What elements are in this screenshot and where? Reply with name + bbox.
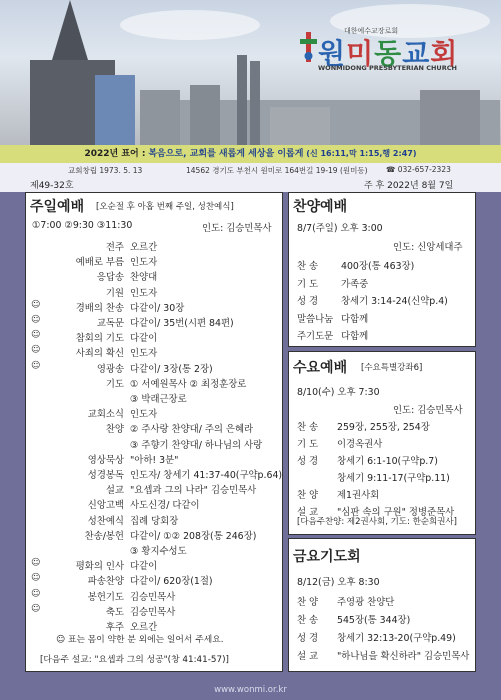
church-logo: 원미동교회 bbox=[318, 37, 459, 70]
order-label: 봉헌기도 bbox=[87, 591, 124, 603]
order-label: 성 경 bbox=[297, 456, 319, 467]
order-label: 성 경 bbox=[297, 633, 319, 644]
order-value: 다같이 bbox=[130, 561, 158, 573]
order-value: 다같이/ 35번(시편 84편) bbox=[130, 318, 234, 329]
order-label: 찬 송 bbox=[297, 615, 319, 626]
order-label: 기원 bbox=[105, 287, 124, 299]
bulletin-date: 주 후 2022년 8월 7일 bbox=[364, 181, 454, 191]
motto-year: 2022년 표어 : bbox=[84, 149, 146, 159]
order-label: 찬 양 bbox=[297, 597, 319, 608]
wednesday-next: [다음주찬양: 제2권사회, 기도: 한순희권사] bbox=[297, 517, 457, 527]
standing-icon: ☺ bbox=[31, 603, 41, 614]
order-label: 기 도 bbox=[297, 278, 319, 290]
church-info bbox=[0, 163, 501, 177]
order-value: 주영광 찬양단 bbox=[337, 597, 395, 608]
order-value: 인도자 bbox=[130, 409, 158, 421]
order-value: 제1권사회 bbox=[337, 490, 380, 501]
next-week-sermon: [다음주 설교: "요셉과 그의 성공"(창 41:41-57)] bbox=[40, 655, 229, 665]
church-address: 14562 경기도 부천시 원미로 164번길 19-19 (원미동) bbox=[186, 166, 368, 175]
order-label: 응답송 bbox=[96, 272, 124, 284]
praise-worship-title: 찬양예배 bbox=[293, 199, 348, 215]
order-value: 창세기 32:13-20(구약p.49) bbox=[337, 633, 456, 644]
order-value: "심판 속의 구원" 정병준목사 bbox=[337, 507, 455, 518]
wednesday-worship-box bbox=[288, 351, 476, 535]
issue-number: 제49-32호 bbox=[30, 181, 74, 191]
order-value: 김승민목사 bbox=[130, 591, 176, 603]
order-label: 찬 송 bbox=[297, 261, 319, 272]
header-photo bbox=[0, 0, 501, 145]
order-label: 교회소식 bbox=[87, 409, 124, 421]
order-label: 기 도 bbox=[297, 439, 319, 450]
website-url[interactable]: www.wonmi.or.kr bbox=[214, 685, 287, 695]
order-value: ③ 주향기 찬양대/ 하나님의 사랑 bbox=[130, 439, 263, 451]
order-label: 파송찬양 bbox=[87, 576, 124, 588]
order-value: "하나님을 확신하라" 김승민목사 bbox=[337, 651, 470, 662]
standing-icon: ☺ bbox=[31, 330, 41, 341]
order-label: 영상묵상 bbox=[87, 454, 124, 466]
order-value: 김승민목사 bbox=[130, 606, 176, 618]
order-label: 찬 송 bbox=[297, 422, 319, 433]
order-label: 경배의 찬송 bbox=[75, 302, 124, 314]
order-label: 설 교 bbox=[297, 507, 319, 518]
friday-title: 금요기도회 bbox=[293, 549, 361, 565]
founded-date: 교회창립 1973. 5. 13 bbox=[68, 166, 143, 175]
order-label: 찬송/봉헌 bbox=[84, 530, 124, 542]
standing-icon: ☺ bbox=[31, 345, 41, 356]
order-label: 성경봉독 bbox=[87, 470, 124, 481]
order-value: 인도자/ 창세기 41:37-40(구약p.64) bbox=[130, 470, 283, 481]
order-value: 인도자 bbox=[130, 287, 158, 299]
friday-prayer-box bbox=[288, 538, 476, 672]
cross-logo-icon bbox=[298, 30, 318, 64]
order-label: 전주 bbox=[105, 242, 124, 253]
order-label: 찬 양 bbox=[297, 490, 319, 501]
praise-worship-box bbox=[288, 192, 476, 347]
service-times: ①7:00 ②9:30 ③11:30 bbox=[32, 220, 133, 231]
issue-bar bbox=[0, 177, 501, 192]
order-label: 영광송 bbox=[96, 363, 124, 375]
order-value: 다같이/ 3장(통 2장) bbox=[130, 363, 213, 375]
order-value: "요셉과 그의 나라" 김승민목사 bbox=[130, 485, 257, 497]
wednesday-title: 수요예배 bbox=[293, 360, 348, 376]
order-value: ① 서예원목사 ② 최정훈장로 bbox=[130, 378, 247, 390]
praise-leader: 인도: 신앙세대주 bbox=[393, 242, 463, 253]
order-value: 인도자 bbox=[130, 257, 158, 269]
sunday-worship-title: 주일예배 bbox=[30, 199, 85, 215]
standing-icon: ☺ bbox=[31, 558, 41, 569]
order-value: 400장(통 463장) bbox=[341, 261, 415, 272]
order-value: 다같이 bbox=[130, 333, 158, 345]
order-label: 성찬예식 bbox=[87, 515, 124, 527]
order-value: 창세기 3:14-24(신약p.4) bbox=[341, 296, 448, 307]
order-value: ③ 박래근장로 bbox=[130, 394, 187, 405]
order-label: 교독문 bbox=[96, 318, 124, 329]
church-spire bbox=[52, 0, 88, 60]
order-value: 다같이/ ①② 208장(통 246장) bbox=[130, 530, 257, 542]
motto-band bbox=[0, 145, 501, 163]
order-value: 인도자 bbox=[130, 348, 158, 360]
order-label: 기도 bbox=[105, 378, 124, 390]
sunday-worship-box bbox=[25, 192, 283, 672]
order-value: 259장, 255장, 254장 bbox=[337, 422, 430, 433]
wednesday-subtitle: [수요특별강좌6] bbox=[361, 363, 423, 373]
logo-english: WONMIDONG PRESBYTERIAN CHURCH bbox=[318, 64, 457, 72]
order-label: 참회의 기도 bbox=[75, 333, 124, 345]
order-label: 찬양 bbox=[105, 424, 124, 436]
standing-icon: ☺ bbox=[31, 588, 41, 599]
order-value: 오르간 bbox=[130, 622, 158, 633]
praise-time: 8/7(주일) 오후 3:00 bbox=[297, 223, 383, 234]
motto-text: 복음으로, 교회를 새롭게 세상을 이롭게 bbox=[148, 149, 304, 159]
standing-note: ☺ 표는 몸이 약한 분 외에는 일어서 주세요. bbox=[56, 635, 224, 645]
wednesday-time: 8/10(수) 오후 7:30 bbox=[297, 387, 380, 398]
order-value: ② 주사랑 찬양대/ 주의 은혜라 bbox=[130, 424, 254, 436]
order-value: 다함께 bbox=[341, 313, 369, 325]
friday-time: 8/12(금) 오후 8:30 bbox=[297, 577, 380, 588]
standing-icon: ☺ bbox=[31, 360, 41, 371]
order-label: 말씀나눔 bbox=[297, 313, 334, 325]
order-value: 찬양대 bbox=[130, 272, 158, 284]
order-label: 사죄의 확신 bbox=[75, 348, 124, 360]
order-label: 축도 bbox=[105, 606, 124, 618]
order-value: 이경옥권사 bbox=[337, 439, 383, 450]
standing-icon: ☺ bbox=[31, 573, 41, 584]
order-value: 사도신경/ 다같이 bbox=[130, 500, 200, 512]
order-value: 창세기 6:1-10(구약p.7) bbox=[337, 456, 438, 467]
logo-denomination: 대한예수교장로회 bbox=[344, 27, 399, 35]
order-value: 545장(통 344장) bbox=[337, 615, 411, 626]
order-value: "아하! 3분" bbox=[130, 454, 179, 466]
order-label: 설교 bbox=[105, 485, 124, 497]
order-label: 예배로 부름 bbox=[75, 257, 124, 269]
sunday-worship-subtitle: [오순절 후 아홉 번째 주일, 성찬예식] bbox=[96, 202, 234, 212]
order-value: 집례 당회장 bbox=[130, 515, 179, 527]
order-label: 성 경 bbox=[297, 296, 319, 307]
order-label: 설 교 bbox=[297, 651, 319, 662]
order-label: 주기도문 bbox=[297, 331, 334, 342]
order-value: 창세기 9:11-17(구약p.11) bbox=[337, 473, 450, 484]
order-value: 오르간 bbox=[130, 242, 158, 253]
order-label: 평화의 인사 bbox=[75, 561, 124, 573]
order-value: 다같이/ 30장 bbox=[130, 302, 185, 314]
wednesday-leader: 인도: 김승민목사 bbox=[393, 405, 463, 416]
church-phone: ☎ 032-657-2323 bbox=[386, 165, 451, 174]
order-value: 다함께 bbox=[341, 331, 369, 342]
order-label: 후주 bbox=[105, 622, 124, 633]
order-value: 다같이/ 620장(1절) bbox=[130, 576, 213, 588]
motto-verse: (신 16:11,막 1:15,행 2:47) bbox=[306, 149, 417, 158]
order-value: 가족중 bbox=[341, 278, 369, 290]
standing-icon: ☺ bbox=[31, 299, 41, 310]
sunday-leader: 인도: 김승민목사 bbox=[202, 223, 272, 234]
standing-icon: ☺ bbox=[31, 315, 41, 325]
order-value: ③ 황지수성도 bbox=[130, 546, 187, 557]
order-label: 신앙고백 bbox=[87, 500, 124, 512]
